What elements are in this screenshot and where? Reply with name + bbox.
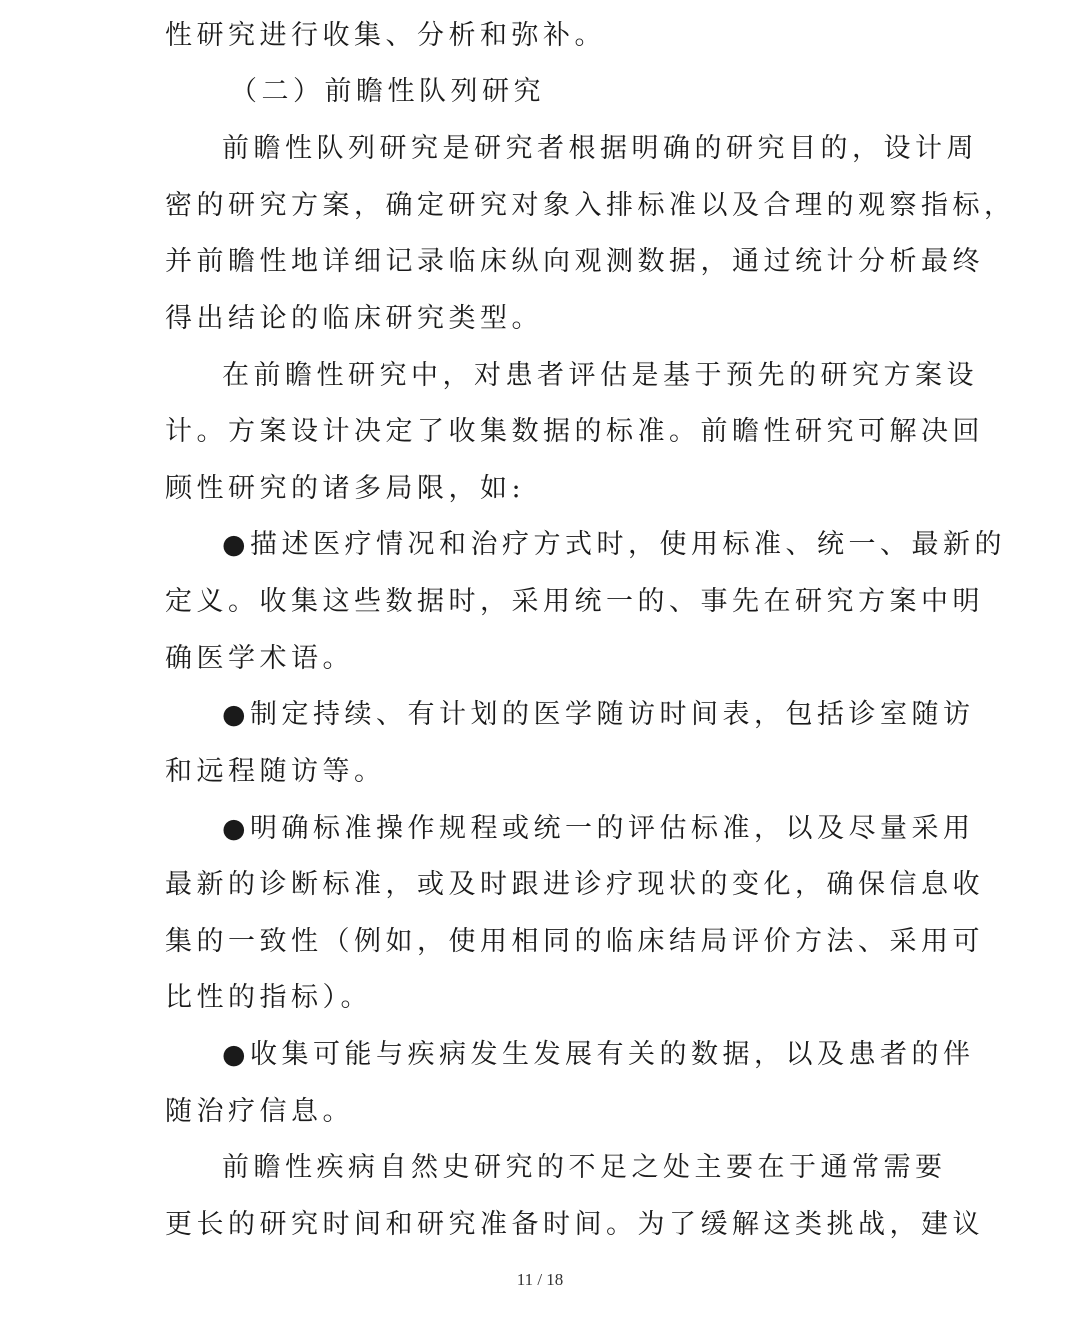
text-line: 比性的指标）。	[165, 982, 372, 1013]
text-line: 并前瞻性地详细记录临床纵向观测数据，通过统计分析最终	[165, 246, 984, 277]
text-line: 前瞻性疾病自然史研究的不足之处主要在于通常需要	[222, 1152, 947, 1183]
bullet-line: ●明确标准操作规程或统一的评估标准，以及尽量采用	[222, 813, 975, 844]
text-line: 随治疗信息。	[165, 1096, 354, 1127]
page-number: 11 / 18	[516, 1270, 564, 1289]
text-line: 和远程随访等。	[165, 756, 386, 787]
text-line: 定义。收集这些数据时，采用统一的、事先在研究方案中明	[165, 586, 984, 617]
text-line: 集的一致性（例如，使用相同的临床结局评价方法、采用可	[165, 926, 984, 957]
text-line: 密的研究方案，确定研究对象入排标准以及合理的观察指标，	[165, 190, 1016, 221]
section-heading: （二）前瞻性队列研究	[230, 76, 545, 107]
bullet-line: ●描述医疗情况和治疗方式时，使用标准、统一、最新的	[222, 529, 1007, 560]
bullet-line: ●收集可能与疾病发生发展有关的数据，以及患者的伴	[222, 1039, 975, 1070]
text-line: 在前瞻性研究中，对患者评估是基于预先的研究方案设	[222, 360, 978, 391]
text-line: 前瞻性队列研究是研究者根据明确的研究目的，设计周	[222, 133, 978, 164]
text-line: 顾性研究的诸多局限，如:	[165, 473, 526, 504]
text-line: 性研究进行收集、分析和弥补。	[165, 20, 606, 51]
text-line: 得出结论的临床研究类型。	[165, 303, 543, 334]
text-line: 计。方案设计决定了收集数据的标准。前瞻性研究可解决回	[165, 416, 984, 447]
text-line: 更长的研究时间和研究准备时间。为了缓解这类挑战，建议	[165, 1209, 984, 1240]
text-line: 确医学术语。	[165, 643, 354, 674]
bullet-line: ●制定持续、有计划的医学随访时间表，包括诊室随访	[222, 699, 975, 730]
text-line: 最新的诊断标准，或及时跟进诊疗现状的变化，确保信息收	[165, 869, 984, 900]
